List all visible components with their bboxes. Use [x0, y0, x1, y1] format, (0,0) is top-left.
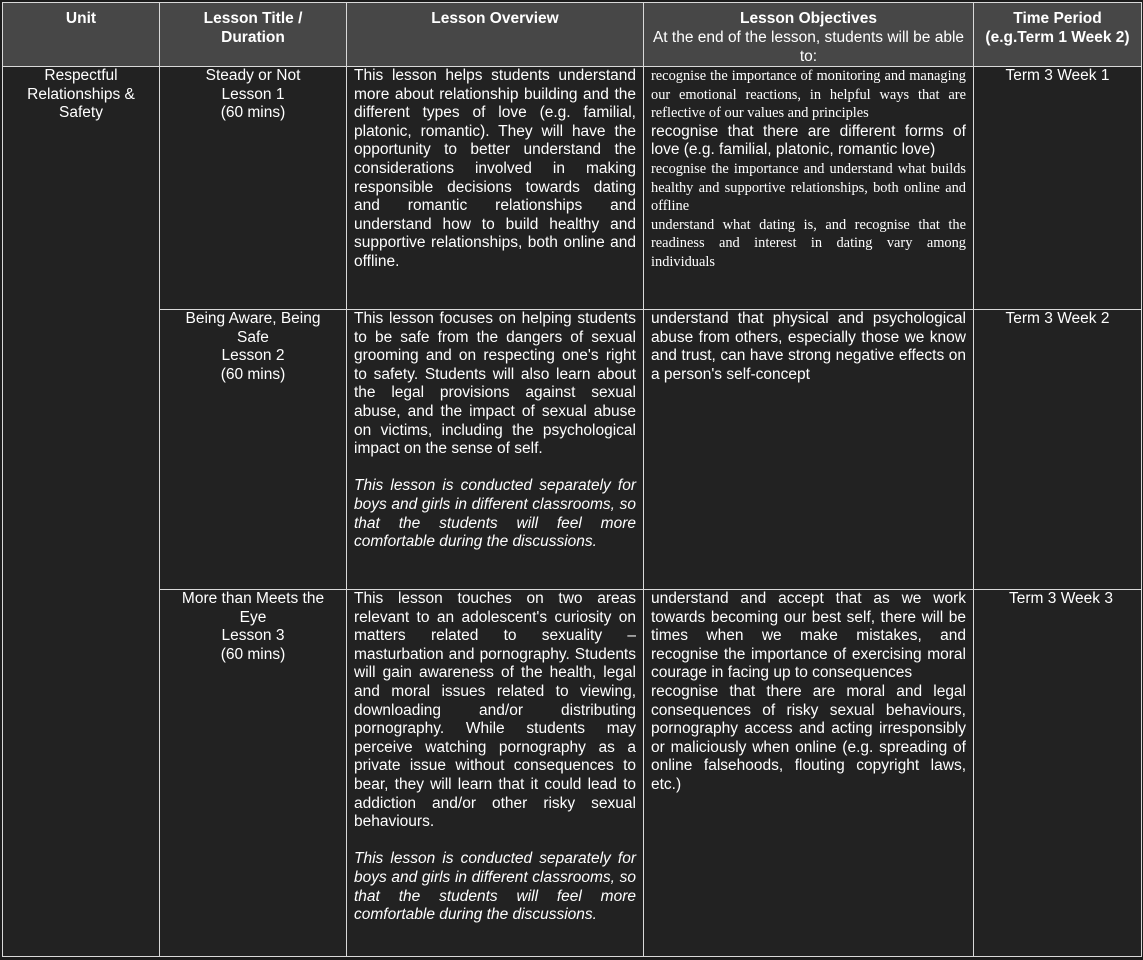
- objective-item: understand that physical and psychological abuse from others, especially those we know and trust, can have strong negative effects on a person's self-concept: [651, 310, 966, 383]
- lesson-title: Being Aware, Being Safe: [185, 310, 321, 346]
- objective-item: understand and accept that as we work towards becoming our best self, there will be times when we make mistakes, and recognise the importance of exercising moral courage in facing up to consequences: [651, 590, 966, 682]
- lesson-title: More than Meets the Eye: [181, 590, 325, 626]
- time-period: Term 3 Week 3: [1009, 590, 1113, 607]
- time-period-header: [974, 3, 1142, 67]
- lesson-overview-text: This lesson focuses on helping students to be safe from the dangers of sexual grooming and on respecting one's right to safety. Students will also learn about the legal provisions against sexual abuse, and the impact of sexual abuse on victims, including the psychological impact on the sense of self.: [354, 310, 636, 458]
- lesson-title-cell: [160, 590, 347, 957]
- lesson-number: Lesson 2: [221, 347, 285, 365]
- lesson-overview-text: This lesson helps students understand more about relationship building and the different types of love (e.g. familial, platonic, romantic). They will have the opportunity to better understand the considerations involved in making responsible decisions towards dating and romantic relationships and understand how to build healthy and supportive relationships, both online and offline.: [354, 67, 636, 270]
- lesson-duration: (60 mins): [220, 645, 286, 663]
- lesson-row: [3, 310, 1142, 590]
- lesson-note: This lesson is conducted separately for boys and girls in different classrooms, so that the students will feel more comfortable during the discussions.: [354, 850, 636, 924]
- time-period: Term 3 Week 1: [1005, 67, 1110, 84]
- lesson-overview-cell: [347, 590, 644, 957]
- lesson-title-cell: [160, 310, 347, 590]
- lesson-number: Lesson 3: [221, 627, 285, 645]
- lesson-duration: (60 mins): [220, 104, 286, 122]
- objectives-header: [644, 3, 974, 67]
- objective-item: recognise that there are moral and legal consequences of risky sexual behaviours, pornography access and acting irresponsibly or maliciously when online (e.g. spreading of online falsehoods, flouting copyright laws, etc.): [651, 682, 966, 793]
- lesson-overview-text: This lesson touches on two areas relevant to an adolescent's curiosity on matters related to sexuality – masturbation and pornography. Students will gain awareness of the health, legal and moral issues related to viewing, downloading and/or distributing pornography. While students may perceive watching pornography as a private issue without consequences to bear, they will learn that it could lead to addiction and/or other risky sexual behaviours.: [354, 590, 636, 831]
- lesson-note: This lesson is conducted separately for boys and girls in different classrooms, so that the students will feel more comfortable during the discussions.: [354, 477, 636, 551]
- time-period-header-example: (e.g.Term 1 Week 2): [985, 29, 1130, 46]
- lesson-row: [3, 590, 1142, 957]
- unit-header: Unit: [3, 3, 160, 67]
- objective-item: recognise that there are different forms of love (e.g. familial, platonic, romantic love): [651, 122, 966, 159]
- objective-item: recognise the importance and understand what builds healthy and supportive relationships, both online and offline: [651, 160, 966, 215]
- lesson-number: Lesson 1: [221, 85, 285, 103]
- lesson-title: Steady or Not: [205, 67, 301, 84]
- lesson-plan-table: [2, 2, 1142, 957]
- lesson-objectives-cell: [644, 67, 974, 310]
- lesson-title-header: Lesson Title / Duration: [160, 3, 347, 67]
- lesson-row: [3, 67, 1142, 310]
- lesson-title-cell: [160, 67, 347, 310]
- lesson-objectives-cell: [644, 310, 974, 590]
- time-period-cell: [974, 67, 1142, 310]
- time-period-cell: [974, 310, 1142, 590]
- overview-header: Lesson Overview: [347, 3, 644, 67]
- time-period: Term 3 Week 2: [1005, 310, 1110, 327]
- lesson-overview-cell: [347, 67, 644, 310]
- objective-item: understand what dating is, and recognise that the readiness and interest in dating vary among individuals: [651, 216, 966, 270]
- unit-cell: [3, 67, 160, 957]
- objectives-header-subtitle: At the end of the lesson, students will be able to:: [652, 29, 965, 65]
- lesson-objectives-cell: [644, 590, 974, 957]
- lesson-duration: (60 mins): [220, 365, 286, 383]
- objectives-header-title: Lesson Objectives: [740, 10, 877, 27]
- objective-item: recognise the importance of monitoring and managing our emotional reactions, in helpful ways that are reflective of our values and principles: [651, 68, 966, 122]
- unit-name: Respectful Relationships & Safety: [27, 67, 135, 122]
- lesson-overview-cell: [347, 310, 644, 590]
- header-row: [3, 3, 1142, 67]
- time-period-cell: [974, 590, 1142, 957]
- time-period-header-title: Time Period: [1013, 10, 1102, 27]
